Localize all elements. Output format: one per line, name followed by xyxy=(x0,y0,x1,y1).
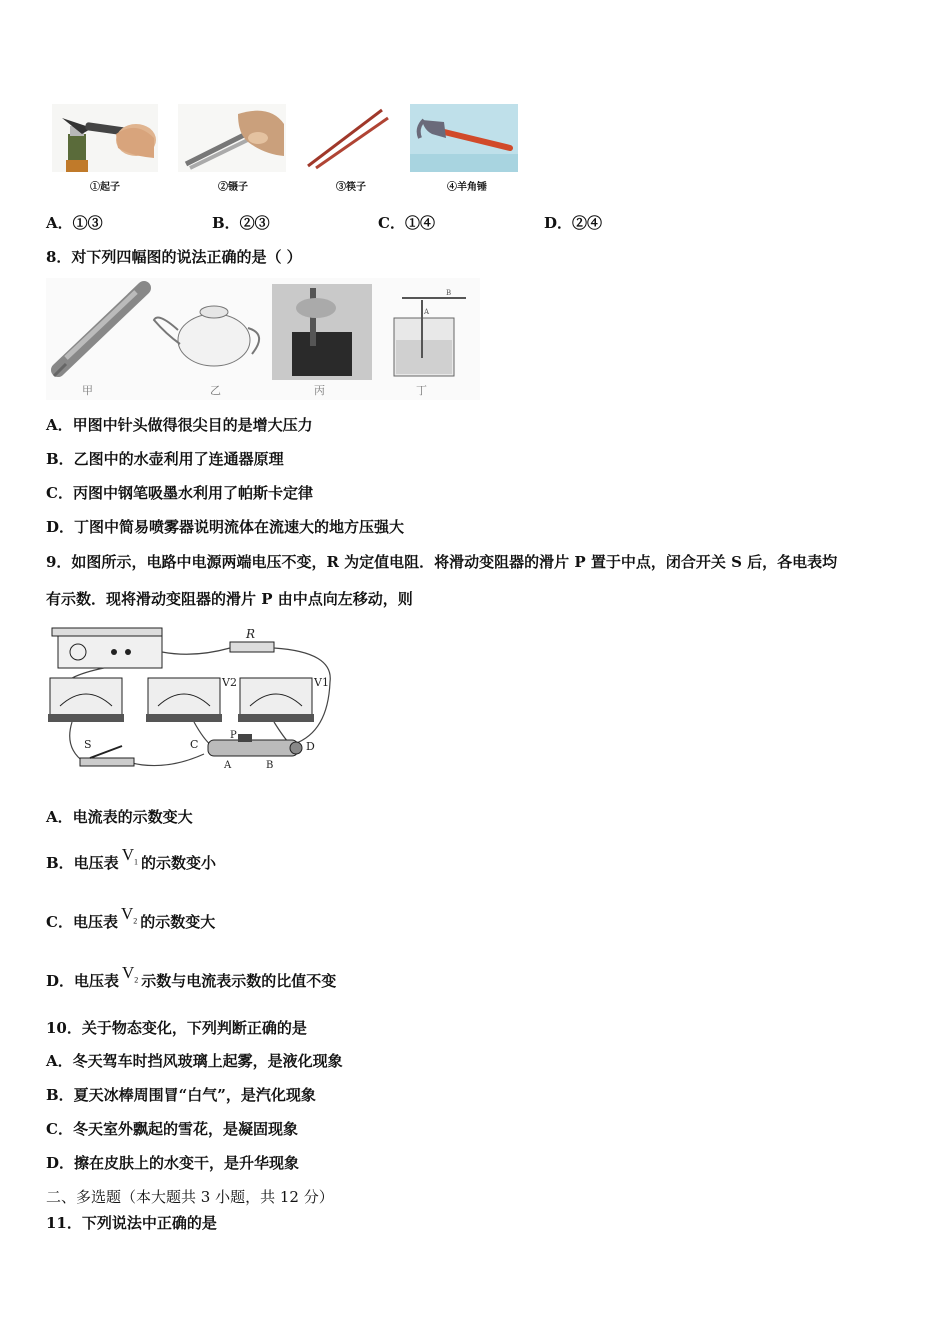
sprayer-letter-b: B xyxy=(446,289,452,297)
section-heading: 二、多选题（本大题共 3 小题，共 12 分） xyxy=(46,1188,334,1206)
pen-ink-image xyxy=(272,284,372,380)
figure-label-bing: 丙 xyxy=(314,384,325,397)
q9-option-d[interactable] xyxy=(46,963,337,992)
power-supply xyxy=(52,628,162,668)
q9-circuit-figure xyxy=(44,622,344,772)
q9-option-b-prefix: B．电压表 xyxy=(46,854,119,872)
q7-caption-1: ①起子 xyxy=(90,182,120,193)
sprayer-letter-a: A xyxy=(424,308,430,316)
q9-option-d-suffix: 示数与电流表示数的比值不变 xyxy=(141,972,337,990)
q9-option-c-prefix: C．电压表 xyxy=(46,913,118,931)
q7-option-b[interactable]: B．②③ xyxy=(212,214,270,232)
q9-option-b[interactable] xyxy=(46,845,216,874)
label-v2: V2 xyxy=(222,676,237,689)
q8-option-c[interactable]: C．丙图中钢笔吸墨水利用了帕斯卡定律 xyxy=(46,484,313,502)
q10-option-c[interactable]: C．冬天室外飘起的雪花，是凝固现象 xyxy=(46,1120,298,1138)
q7-caption-3: ③筷子 xyxy=(336,182,366,193)
chopsticks-image xyxy=(302,104,392,172)
q9-stem-line2: 有示数．现将滑动变阻器的滑片 P 由中点向左移动，则 xyxy=(46,590,413,608)
voltmeter-v1 xyxy=(238,678,314,722)
q9-stem-line1: 9．如图所示，电路中电源两端电压不变，R 为定值电阻．将滑动变阻器的滑片 P 置于中点，闭合开关 S 后，各电表均 xyxy=(46,553,838,571)
q10-option-a[interactable]: A．冬天驾车时挡风玻璃上起雾，是液化现象 xyxy=(46,1052,343,1070)
voltmeter-v2-symbol: $V_2$ xyxy=(120,904,138,926)
figure-label-yi: 乙 xyxy=(210,384,221,397)
q7-caption-2: ②镊子 xyxy=(218,182,248,193)
claw-hammer-image xyxy=(410,104,518,172)
q9-option-c[interactable] xyxy=(46,904,216,933)
label-a: A xyxy=(224,760,232,771)
q8-option-b[interactable]: B．乙图中的水壶利用了连通器原理 xyxy=(46,450,284,468)
label-b: B xyxy=(266,760,274,771)
q10-option-b[interactable]: B．夏天冰棒周围冒“白气”，是汽化现象 xyxy=(46,1086,316,1104)
q9-option-b-suffix: 的示数变小 xyxy=(140,854,216,872)
resistor-r xyxy=(230,642,274,652)
q7-option-d[interactable]: D．②④ xyxy=(544,214,603,232)
label-d: D xyxy=(306,740,315,753)
label-s: S xyxy=(84,738,92,751)
voltmeter-v1-symbol: $V_1$ xyxy=(121,845,138,867)
q9-option-c-suffix: 的示数变大 xyxy=(140,913,216,931)
q7-option-c[interactable]: C．①④ xyxy=(378,214,435,232)
q10-option-d[interactable]: D．擦在皮肤上的水变干，是升华现象 xyxy=(46,1154,300,1172)
label-p: P xyxy=(230,730,237,741)
voltmeter-v2 xyxy=(146,678,222,722)
label-c: C xyxy=(190,738,199,751)
label-v1: V1 xyxy=(314,676,329,689)
q9-option-d-prefix: D．电压表 xyxy=(46,972,120,990)
q8-option-a[interactable]: A．甲图中针头做得很尖目的是增大压力 xyxy=(46,416,313,434)
q7-option-a[interactable]: A．①③ xyxy=(46,214,103,232)
figure-label-jia: 甲 xyxy=(82,384,93,397)
q11-stem: 11．下列说法中正确的是 xyxy=(46,1214,217,1232)
tweezers-image xyxy=(178,104,286,172)
figure-label-ding: 丁 xyxy=(416,384,427,397)
ammeter xyxy=(48,678,124,722)
q8-stem: 8．对下列四幅图的说法正确的是（ ） xyxy=(46,248,302,266)
q8-option-d[interactable]: D．丁图中简易喷雾器说明流体在流速大的地方压强大 xyxy=(46,518,405,536)
q9-option-a[interactable]: A．电流表的示数变大 xyxy=(46,808,193,826)
label-r: R xyxy=(246,627,256,641)
q7-caption-4: ④羊角锤 xyxy=(447,182,487,193)
voltmeter-v2-symbol: $V_2$ xyxy=(122,963,139,985)
bottle-opener-image xyxy=(52,104,158,172)
q8-figure xyxy=(46,278,480,400)
q10-stem: 10．关于物态变化，下列判断正确的是 xyxy=(46,1019,307,1037)
